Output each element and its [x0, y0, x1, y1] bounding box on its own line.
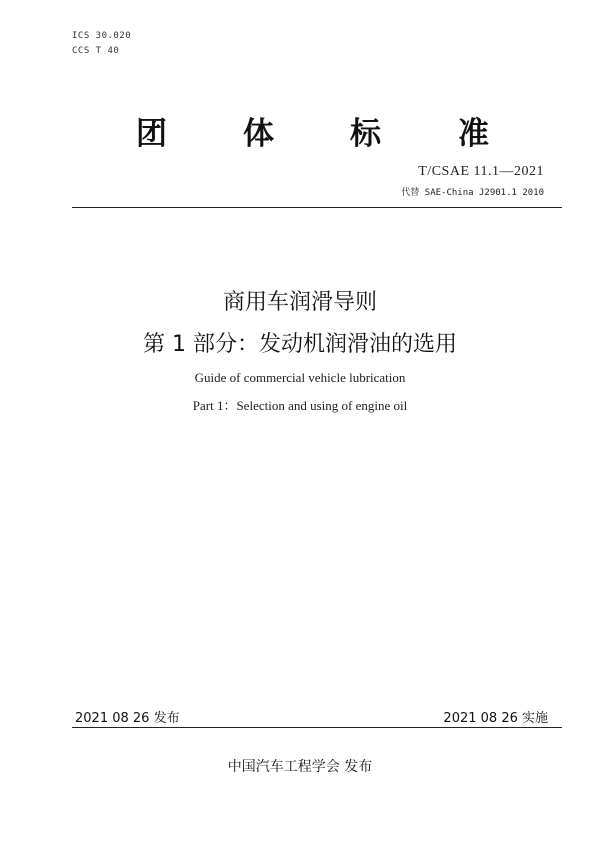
standard-type-char-1: 团 [136, 116, 167, 152]
title-main-zh: 商用车润滑导则 [222, 290, 377, 315]
title-part-en: Part 1：Selection and using of engine oil [192, 398, 408, 413]
replaces-note: 代替 SAE-China J2901.1 2010 [401, 188, 544, 198]
publisher: 中国汽车工程学会 发布 [227, 759, 373, 775]
standard-number: T/CSAE 11.1—2021 [418, 164, 544, 179]
standard-type-char-2: 体 [243, 116, 274, 152]
implementation-date: 2021 08 26 实施 [443, 711, 548, 726]
ccs-code: CCS T 40 [72, 46, 120, 56]
title-part-zh: 第 1 部分：发动机润滑油的选用 [143, 332, 457, 357]
title-main-en: Guide of commercial vehicle lubrication [194, 370, 406, 385]
standard-type-char-3: 标 [350, 116, 381, 152]
standard-type-char-4: 准 [458, 116, 489, 152]
bottom-divider [72, 727, 562, 728]
ics-code: ICS 30.020 [72, 31, 132, 41]
issue-date: 2021 08 26 发布 [75, 711, 180, 726]
top-divider [72, 207, 562, 208]
standard-type-heading [0, 108, 600, 152]
